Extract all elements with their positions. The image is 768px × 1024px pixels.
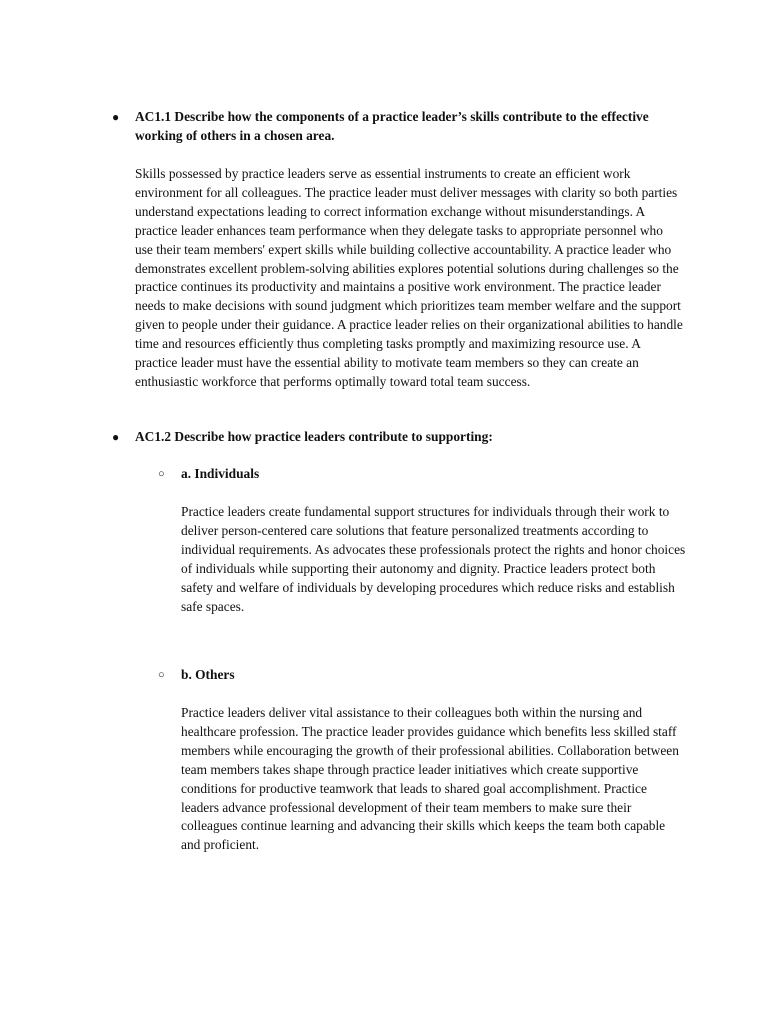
heading-text: AC1.2 Describe how practice leaders contribute to supporting: (135, 429, 493, 444)
subsection-body-individuals (181, 503, 686, 616)
section-heading-ac1-1 (135, 108, 695, 146)
sub-bullet-marker: ○ (158, 468, 165, 480)
sub-bullet-marker: ○ (158, 669, 165, 681)
heading-text: b. Others (181, 667, 235, 682)
bullet-marker: ● (112, 430, 120, 444)
section-heading-ac1-2 (135, 428, 695, 447)
heading-text: AC1.1 Describe how the components of a practice leader’s skills contribute to the effective working of others in a chosen area. (135, 109, 649, 143)
paragraph-text: Skills possessed by practice leaders serve as essential instruments to create an efficient work environment for all colleagues. The practice leader must deliver messages with clarity so both parties understand expectations leading to correct information exchange without misunderstandings. A practice leader enhances team performance when they delegate tasks to appropriate personnel who use their team members' expert skills while building collective accountability. A practice leader who demonstrates excellent problem-solving abilities explores potential solutions during challenges so the practice continues its productivity and maintains a positive work environment. The practice leader needs to make decisions with sound judgment which prioritizes team member welfare and the support given to people under their guidance. A practice leader relies on their organizational abilities to handle time and resources efficiently thus completing tasks promptly and maximizing resource use. A practice leader must have the essential ability to motivate team members so they can create an enthusiastic workforce that performs optimally toward total team success. (135, 166, 683, 389)
section-body-ac1-1 (135, 165, 683, 392)
subsection-body-others (181, 704, 686, 855)
subsection-heading-individuals (181, 465, 681, 484)
heading-text: a. Individuals (181, 466, 260, 481)
bullet-marker: ● (112, 110, 120, 124)
paragraph-text: Practice leaders create fundamental support structures for individuals through their work to deliver person-centered care solutions that feature personalized treatments according to individual requirements. As advocates these professionals protect the rights and honor choices of individuals while supporting their autonomy and dignity. Practice leaders protect both safety and welfare of individuals by developing procedures which reduce risks and establish safe spaces. (181, 504, 686, 614)
paragraph-text: Practice leaders deliver vital assistance to their colleagues both within the nursing and healthcare profession. The practice leader provides guidance which benefits less skilled staff members while encouraging the growth of their professional abilities. Collaboration between team members takes shape through practice leader initiatives which create supportive conditions for productive teamwork that leads to shared goal accomplishment. Practice leaders advance professional development of their team members to make sure their colleagues continue learning and advancing their skills which keeps the team both capable and proficient. (181, 705, 679, 853)
subsection-heading-others (181, 666, 681, 685)
